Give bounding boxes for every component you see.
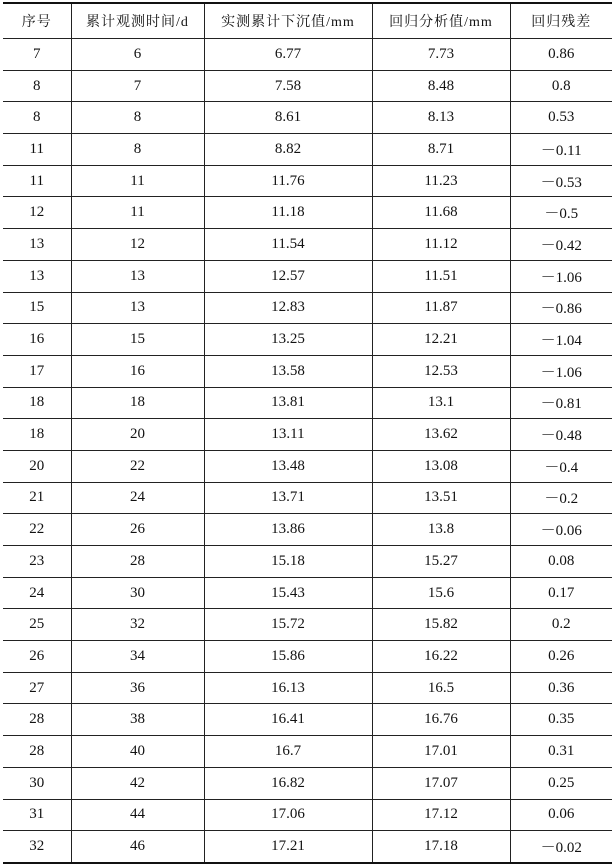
cell-regression-value: 16.22 [372, 641, 510, 673]
cell-measured-subsidence: 16.82 [204, 767, 372, 799]
cell-observation-time: 36 [71, 672, 204, 704]
cell-measured-subsidence: 12.83 [204, 292, 372, 324]
table-row [3, 704, 612, 736]
table-row [3, 419, 612, 451]
cell-regression-value: 8.71 [372, 134, 510, 166]
cell-measured-subsidence: 16.13 [204, 672, 372, 704]
cell-regression-value: 15.82 [372, 609, 510, 641]
cell-index: 7 [3, 39, 71, 71]
cell-observation-time: 32 [71, 609, 204, 641]
cell-observation-time: 7 [71, 70, 204, 102]
cell-regression-residual: －0.02 [510, 831, 612, 863]
table-row [3, 831, 612, 863]
cell-regression-value: 13.1 [372, 387, 510, 419]
table-row [3, 799, 612, 831]
cell-observation-time: 38 [71, 704, 204, 736]
cell-regression-value: 11.51 [372, 260, 510, 292]
table-row [3, 641, 612, 673]
header-index: 序号 [3, 3, 71, 39]
table-row [3, 482, 612, 514]
cell-measured-subsidence: 15.18 [204, 546, 372, 578]
table-row [3, 324, 612, 356]
table-row [3, 39, 612, 71]
cell-regression-value: 11.12 [372, 229, 510, 261]
cell-observation-time: 46 [71, 831, 204, 863]
cell-regression-residual: －0.2 [510, 482, 612, 514]
cell-regression-residual: －0.53 [510, 165, 612, 197]
cell-regression-value: 16.5 [372, 672, 510, 704]
cell-index: 18 [3, 419, 71, 451]
cell-regression-residual: 0.31 [510, 736, 612, 768]
table-row [3, 387, 612, 419]
table-row [3, 229, 612, 261]
table-row [3, 514, 612, 546]
cell-measured-subsidence: 15.86 [204, 641, 372, 673]
cell-measured-subsidence: 11.54 [204, 229, 372, 261]
cell-regression-residual: 0.53 [510, 102, 612, 134]
cell-regression-residual: 0.2 [510, 609, 612, 641]
cell-regression-value: 17.07 [372, 767, 510, 799]
cell-regression-residual: 0.26 [510, 641, 612, 673]
table-row [3, 355, 612, 387]
cell-regression-value: 11.23 [372, 165, 510, 197]
cell-observation-time: 20 [71, 419, 204, 451]
cell-measured-subsidence: 11.76 [204, 165, 372, 197]
cell-regression-residual: －0.06 [510, 514, 612, 546]
header-observation-time: 累计观测时间/d [71, 3, 204, 39]
cell-measured-subsidence: 13.11 [204, 419, 372, 451]
cell-observation-time: 13 [71, 292, 204, 324]
table-row [3, 165, 612, 197]
cell-measured-subsidence: 17.06 [204, 799, 372, 831]
cell-regression-value: 17.01 [372, 736, 510, 768]
cell-regression-value: 15.27 [372, 546, 510, 578]
data-table-container [3, 2, 612, 864]
cell-regression-value: 15.6 [372, 577, 510, 609]
cell-regression-residual: －0.5 [510, 197, 612, 229]
cell-index: 13 [3, 229, 71, 261]
cell-measured-subsidence: 12.57 [204, 260, 372, 292]
cell-regression-residual: 0.36 [510, 672, 612, 704]
cell-regression-residual: 0.08 [510, 546, 612, 578]
cell-observation-time: 13 [71, 260, 204, 292]
cell-index: 24 [3, 577, 71, 609]
cell-measured-subsidence: 16.41 [204, 704, 372, 736]
cell-regression-residual: 0.17 [510, 577, 612, 609]
cell-observation-time: 15 [71, 324, 204, 356]
cell-regression-residual: －0.42 [510, 229, 612, 261]
cell-index: 18 [3, 387, 71, 419]
cell-regression-value: 16.76 [372, 704, 510, 736]
cell-measured-subsidence: 13.81 [204, 387, 372, 419]
table-row [3, 260, 612, 292]
cell-measured-subsidence: 13.48 [204, 450, 372, 482]
cell-regression-residual: －1.06 [510, 355, 612, 387]
cell-regression-residual: 0.25 [510, 767, 612, 799]
cell-measured-subsidence: 17.21 [204, 831, 372, 863]
cell-index: 20 [3, 450, 71, 482]
cell-index: 15 [3, 292, 71, 324]
table-row [3, 134, 612, 166]
cell-observation-time: 40 [71, 736, 204, 768]
table-row [3, 672, 612, 704]
cell-measured-subsidence: 6.77 [204, 39, 372, 71]
cell-regression-value: 12.21 [372, 324, 510, 356]
cell-index: 16 [3, 324, 71, 356]
subsidence-regression-table [3, 2, 612, 864]
cell-index: 22 [3, 514, 71, 546]
cell-measured-subsidence: 13.58 [204, 355, 372, 387]
cell-measured-subsidence: 16.7 [204, 736, 372, 768]
cell-observation-time: 24 [71, 482, 204, 514]
cell-index: 28 [3, 704, 71, 736]
cell-regression-value: 17.12 [372, 799, 510, 831]
cell-regression-residual: －0.11 [510, 134, 612, 166]
cell-index: 8 [3, 102, 71, 134]
cell-index: 32 [3, 831, 71, 863]
cell-regression-value: 8.13 [372, 102, 510, 134]
cell-index: 23 [3, 546, 71, 578]
table-row [3, 197, 612, 229]
cell-regression-value: 17.18 [372, 831, 510, 863]
table-row [3, 450, 612, 482]
cell-observation-time: 42 [71, 767, 204, 799]
cell-index: 25 [3, 609, 71, 641]
cell-index: 30 [3, 767, 71, 799]
cell-observation-time: 12 [71, 229, 204, 261]
table-row [3, 102, 612, 134]
cell-measured-subsidence: 13.86 [204, 514, 372, 546]
cell-observation-time: 11 [71, 197, 204, 229]
cell-observation-time: 8 [71, 102, 204, 134]
cell-regression-value: 13.8 [372, 514, 510, 546]
cell-regression-residual: －1.04 [510, 324, 612, 356]
table-row [3, 292, 612, 324]
cell-regression-residual: －0.4 [510, 450, 612, 482]
table-row [3, 577, 612, 609]
cell-regression-value: 7.73 [372, 39, 510, 71]
cell-index: 17 [3, 355, 71, 387]
cell-regression-value: 11.68 [372, 197, 510, 229]
header-regression-residual: 回归残差 [510, 3, 612, 39]
cell-index: 8 [3, 70, 71, 102]
header-row [3, 3, 612, 39]
cell-regression-value: 11.87 [372, 292, 510, 324]
cell-measured-subsidence: 15.72 [204, 609, 372, 641]
cell-regression-residual: －0.86 [510, 292, 612, 324]
cell-regression-value: 8.48 [372, 70, 510, 102]
header-regression-value: 回归分析值/mm [372, 3, 510, 39]
cell-index: 11 [3, 165, 71, 197]
cell-measured-subsidence: 13.71 [204, 482, 372, 514]
cell-measured-subsidence: 7.58 [204, 70, 372, 102]
cell-index: 28 [3, 736, 71, 768]
table-row [3, 546, 612, 578]
cell-regression-residual: －1.06 [510, 260, 612, 292]
cell-observation-time: 30 [71, 577, 204, 609]
cell-index: 27 [3, 672, 71, 704]
table-body [3, 39, 612, 863]
cell-regression-residual: 0.8 [510, 70, 612, 102]
cell-observation-time: 26 [71, 514, 204, 546]
table-row [3, 767, 612, 799]
table-row [3, 70, 612, 102]
cell-index: 12 [3, 197, 71, 229]
cell-observation-time: 18 [71, 387, 204, 419]
cell-observation-time: 11 [71, 165, 204, 197]
cell-observation-time: 6 [71, 39, 204, 71]
table-row [3, 736, 612, 768]
cell-observation-time: 28 [71, 546, 204, 578]
cell-regression-value: 12.53 [372, 355, 510, 387]
cell-index: 21 [3, 482, 71, 514]
cell-regression-value: 13.62 [372, 419, 510, 451]
cell-observation-time: 44 [71, 799, 204, 831]
cell-regression-residual: －0.81 [510, 387, 612, 419]
cell-measured-subsidence: 11.18 [204, 197, 372, 229]
cell-measured-subsidence: 15.43 [204, 577, 372, 609]
header-measured-subsidence: 实测累计下沉值/mm [204, 3, 372, 39]
cell-index: 13 [3, 260, 71, 292]
cell-regression-value: 13.08 [372, 450, 510, 482]
cell-index: 26 [3, 641, 71, 673]
cell-observation-time: 34 [71, 641, 204, 673]
table-row [3, 609, 612, 641]
cell-index: 11 [3, 134, 71, 166]
cell-regression-residual: 0.35 [510, 704, 612, 736]
cell-measured-subsidence: 13.25 [204, 324, 372, 356]
cell-observation-time: 8 [71, 134, 204, 166]
cell-observation-time: 22 [71, 450, 204, 482]
cell-regression-residual: 0.86 [510, 39, 612, 71]
cell-measured-subsidence: 8.82 [204, 134, 372, 166]
cell-regression-residual: 0.06 [510, 799, 612, 831]
cell-measured-subsidence: 8.61 [204, 102, 372, 134]
cell-regression-residual: －0.48 [510, 419, 612, 451]
cell-regression-value: 13.51 [372, 482, 510, 514]
cell-observation-time: 16 [71, 355, 204, 387]
cell-index: 31 [3, 799, 71, 831]
